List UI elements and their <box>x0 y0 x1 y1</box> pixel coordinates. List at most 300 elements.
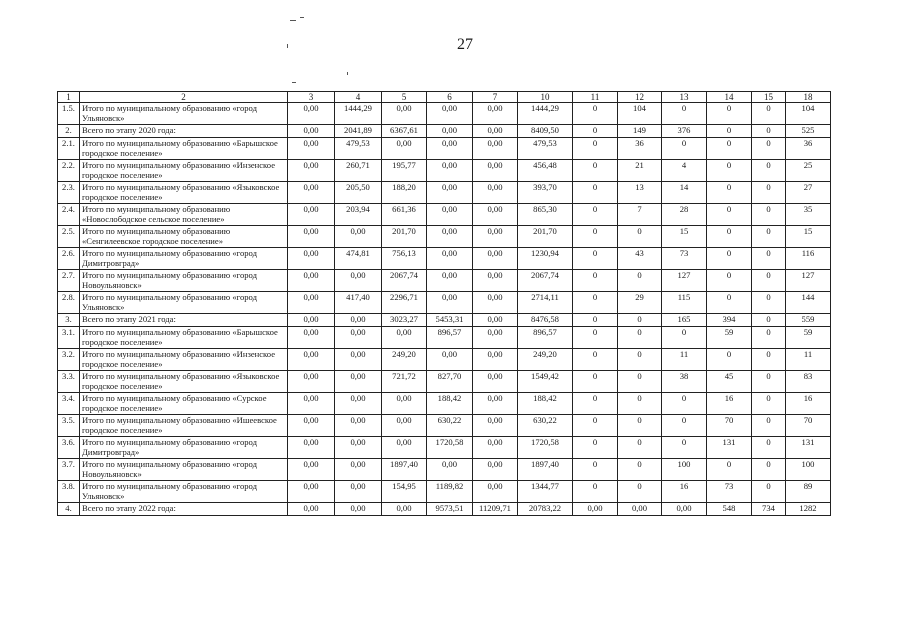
value-cell: 721,72 <box>382 371 427 393</box>
value-cell: 0 <box>662 393 707 415</box>
value-cell: 0 <box>618 437 662 459</box>
value-cell: 0,00 <box>427 138 473 160</box>
value-cell: 0,00 <box>382 327 427 349</box>
value-cell: 1720,58 <box>518 437 573 459</box>
value-cell: 630,22 <box>518 415 573 437</box>
row-index-cell: 3.3. <box>58 371 80 393</box>
row-index-cell: 3.6. <box>58 437 80 459</box>
value-cell: 896,57 <box>518 327 573 349</box>
value-cell: 0,00 <box>473 393 518 415</box>
value-cell: 188,20 <box>382 182 427 204</box>
column-header: 6 <box>427 92 473 103</box>
value-cell: 127 <box>662 270 707 292</box>
value-cell: 1230,94 <box>518 248 573 270</box>
value-cell: 16 <box>786 393 831 415</box>
value-cell: 0,00 <box>473 270 518 292</box>
value-cell: 0 <box>752 103 786 125</box>
value-cell: 249,20 <box>382 349 427 371</box>
value-cell: 0,00 <box>288 160 335 182</box>
table-row <box>58 160 831 182</box>
row-label-cell: Всего по этапу 2020 года: <box>80 125 288 138</box>
row-index-cell: 3. <box>58 314 80 327</box>
value-cell: 559 <box>786 314 831 327</box>
value-cell: 0 <box>662 103 707 125</box>
value-cell: 0 <box>707 349 752 371</box>
value-cell: 73 <box>662 248 707 270</box>
value-cell: 131 <box>707 437 752 459</box>
value-cell: 100 <box>786 459 831 481</box>
value-cell: 0 <box>573 160 618 182</box>
value-cell: 9573,51 <box>427 503 473 516</box>
value-cell: 0 <box>662 437 707 459</box>
table-row <box>58 248 831 270</box>
value-cell: 127 <box>786 270 831 292</box>
value-cell: 0,00 <box>473 125 518 138</box>
value-cell: 70 <box>786 415 831 437</box>
value-cell: 0,00 <box>288 327 335 349</box>
table-row <box>58 270 831 292</box>
value-cell: 4 <box>662 160 707 182</box>
value-cell: 0 <box>573 103 618 125</box>
value-cell: 131 <box>786 437 831 459</box>
value-cell: 0,00 <box>335 314 382 327</box>
row-index-cell: 3.5. <box>58 415 80 437</box>
scan-mark <box>300 17 304 18</box>
value-cell: 479,53 <box>518 138 573 160</box>
row-label-cell: Итого по муниципальному образованию «город Новоульяновск» <box>80 270 288 292</box>
value-cell: 0,00 <box>473 160 518 182</box>
value-cell: 59 <box>707 327 752 349</box>
value-cell: 0,00 <box>288 393 335 415</box>
value-cell: 0 <box>573 292 618 314</box>
value-cell: 0,00 <box>427 292 473 314</box>
value-cell: 36 <box>618 138 662 160</box>
table-row <box>58 415 831 437</box>
value-cell: 0 <box>752 204 786 226</box>
row-index-cell: 4. <box>58 503 80 516</box>
value-cell: 0 <box>662 327 707 349</box>
value-cell: 0 <box>707 204 752 226</box>
scan-mark <box>287 44 288 48</box>
value-cell: 0,00 <box>382 503 427 516</box>
value-cell: 0 <box>573 182 618 204</box>
value-cell: 0,00 <box>382 415 427 437</box>
value-cell: 0,00 <box>473 182 518 204</box>
value-cell: 0,00 <box>427 270 473 292</box>
value-cell: 2041,89 <box>335 125 382 138</box>
value-cell: 0,00 <box>382 103 427 125</box>
scan-mark <box>292 82 296 83</box>
row-label-cell: Итого по муниципальному образованию «город Ульяновск» <box>80 103 288 125</box>
value-cell: 16 <box>662 481 707 503</box>
row-label-cell: Итого по муниципальному образованию «Сурское городское поселение» <box>80 393 288 415</box>
value-cell: 0 <box>752 327 786 349</box>
value-cell: 29 <box>618 292 662 314</box>
value-cell: 865,30 <box>518 204 573 226</box>
value-cell: 376 <box>662 125 707 138</box>
column-header: 18 <box>786 92 831 103</box>
value-cell: 14 <box>662 182 707 204</box>
value-cell: 0,00 <box>473 314 518 327</box>
value-cell: 8409,50 <box>518 125 573 138</box>
value-cell: 0,00 <box>473 481 518 503</box>
row-index-cell: 2.8. <box>58 292 80 314</box>
value-cell: 0 <box>573 459 618 481</box>
column-header: 5 <box>382 92 427 103</box>
row-label-cell: Итого по муниципальному образованию «город Ульяновск» <box>80 292 288 314</box>
value-cell: 1344,77 <box>518 481 573 503</box>
value-cell: 0,00 <box>427 160 473 182</box>
value-cell: 0,00 <box>335 503 382 516</box>
value-cell: 0 <box>752 226 786 248</box>
table-row <box>58 182 831 204</box>
table-row <box>58 349 831 371</box>
value-cell: 0,00 <box>288 292 335 314</box>
value-cell: 11 <box>662 349 707 371</box>
row-label-cell: Итого по муниципальному образованию «Барышское городское поселение» <box>80 138 288 160</box>
value-cell: 0 <box>752 314 786 327</box>
stage-total-row <box>58 503 831 516</box>
value-cell: 0 <box>707 248 752 270</box>
value-cell: 0,00 <box>335 415 382 437</box>
scan-mark <box>347 72 348 75</box>
value-cell: 0,00 <box>473 226 518 248</box>
value-cell: 0 <box>707 226 752 248</box>
table-row <box>58 393 831 415</box>
value-cell: 0,00 <box>473 292 518 314</box>
value-cell: 36 <box>786 138 831 160</box>
value-cell: 0 <box>752 415 786 437</box>
value-cell: 456,48 <box>518 160 573 182</box>
value-cell: 0,00 <box>573 503 618 516</box>
table-row <box>58 481 831 503</box>
table-row <box>58 138 831 160</box>
value-cell: 0 <box>618 371 662 393</box>
value-cell: 0 <box>573 270 618 292</box>
value-cell: 0 <box>573 371 618 393</box>
value-cell: 525 <box>786 125 831 138</box>
value-cell: 0 <box>752 125 786 138</box>
value-cell: 0 <box>573 138 618 160</box>
value-cell: 0 <box>618 327 662 349</box>
row-index-cell: 3.1. <box>58 327 80 349</box>
value-cell: 6367,61 <box>382 125 427 138</box>
value-cell: 0 <box>752 371 786 393</box>
value-cell: 0,00 <box>335 459 382 481</box>
row-index-cell: 3.4. <box>58 393 80 415</box>
table-row <box>58 327 831 349</box>
table-row <box>58 226 831 248</box>
value-cell: 83 <box>786 371 831 393</box>
value-cell: 70 <box>707 415 752 437</box>
value-cell: 20783,22 <box>518 503 573 516</box>
value-cell: 0,00 <box>473 371 518 393</box>
value-cell: 1189,82 <box>427 481 473 503</box>
value-cell: 73 <box>707 481 752 503</box>
value-cell: 0,00 <box>427 248 473 270</box>
value-cell: 0 <box>573 393 618 415</box>
value-cell: 1897,40 <box>382 459 427 481</box>
value-cell: 203,94 <box>335 204 382 226</box>
stage-total-row <box>58 125 831 138</box>
column-header: 1 <box>58 92 80 103</box>
value-cell: 1897,40 <box>518 459 573 481</box>
scan-mark <box>290 20 296 21</box>
value-cell: 0 <box>752 437 786 459</box>
value-cell: 0 <box>752 160 786 182</box>
value-cell: 0,00 <box>427 204 473 226</box>
value-cell: 0,00 <box>473 248 518 270</box>
table-row <box>58 103 831 125</box>
value-cell: 0 <box>618 459 662 481</box>
row-label-cell: Итого по муниципальному образованию «город Димитровград» <box>80 437 288 459</box>
value-cell: 0 <box>707 270 752 292</box>
column-header: 7 <box>473 92 518 103</box>
value-cell: 15 <box>662 226 707 248</box>
value-cell: 249,20 <box>518 349 573 371</box>
value-cell: 0 <box>573 248 618 270</box>
value-cell: 15 <box>786 226 831 248</box>
row-label-cell: Итого по муниципальному образованию «город Новоульяновск» <box>80 459 288 481</box>
row-index-cell: 2.7. <box>58 270 80 292</box>
value-cell: 165 <box>662 314 707 327</box>
value-cell: 630,22 <box>427 415 473 437</box>
value-cell: 0 <box>618 270 662 292</box>
value-cell: 154,95 <box>382 481 427 503</box>
value-cell: 548 <box>707 503 752 516</box>
row-index-cell: 3.8. <box>58 481 80 503</box>
value-cell: 0 <box>707 103 752 125</box>
row-label-cell: Итого по муниципальному образованию «Инзенское городское поселение» <box>80 349 288 371</box>
value-cell: 188,42 <box>427 393 473 415</box>
value-cell: 0 <box>707 459 752 481</box>
value-cell: 0 <box>573 204 618 226</box>
value-cell: 0,00 <box>335 393 382 415</box>
row-index-cell: 2.5. <box>58 226 80 248</box>
value-cell: 43 <box>618 248 662 270</box>
value-cell: 0,00 <box>288 270 335 292</box>
value-cell: 0,00 <box>288 503 335 516</box>
row-label-cell: Итого по муниципальному образованию «Языковское городское поселение» <box>80 371 288 393</box>
value-cell: 0,00 <box>473 103 518 125</box>
row-index-cell: 2.2. <box>58 160 80 182</box>
value-cell: 35 <box>786 204 831 226</box>
value-cell: 21 <box>618 160 662 182</box>
value-cell: 0 <box>752 248 786 270</box>
row-index-cell: 2.4. <box>58 204 80 226</box>
value-cell: 756,13 <box>382 248 427 270</box>
value-cell: 2714,11 <box>518 292 573 314</box>
value-cell: 479,53 <box>335 138 382 160</box>
value-cell: 0,00 <box>288 349 335 371</box>
value-cell: 0,00 <box>335 349 382 371</box>
row-label-cell: Итого по муниципальному образованию «Языковское городское поселение» <box>80 182 288 204</box>
value-cell: 0 <box>707 160 752 182</box>
value-cell: 11 <box>786 349 831 371</box>
column-header: 14 <box>707 92 752 103</box>
value-cell: 0,00 <box>427 226 473 248</box>
table-row <box>58 292 831 314</box>
row-label-cell: Всего по этапу 2021 года: <box>80 314 288 327</box>
value-cell: 0,00 <box>288 481 335 503</box>
value-cell: 1444,29 <box>335 103 382 125</box>
value-cell: 104 <box>618 103 662 125</box>
column-header: 3 <box>288 92 335 103</box>
value-cell: 201,70 <box>518 226 573 248</box>
value-cell: 28 <box>662 204 707 226</box>
value-cell: 661,36 <box>382 204 427 226</box>
value-cell: 394 <box>707 314 752 327</box>
value-cell: 0,00 <box>335 437 382 459</box>
value-cell: 0,00 <box>473 349 518 371</box>
value-cell: 0,00 <box>473 204 518 226</box>
value-cell: 260,71 <box>335 160 382 182</box>
value-cell: 0 <box>752 459 786 481</box>
value-cell: 0 <box>752 292 786 314</box>
value-cell: 0,00 <box>473 327 518 349</box>
value-cell: 0 <box>707 292 752 314</box>
value-cell: 195,77 <box>382 160 427 182</box>
value-cell: 0 <box>662 415 707 437</box>
value-cell: 0 <box>618 226 662 248</box>
value-cell: 0 <box>662 138 707 160</box>
value-cell: 0,00 <box>382 393 427 415</box>
row-index-cell: 3.7. <box>58 459 80 481</box>
value-cell: 0 <box>573 327 618 349</box>
column-header: 15 <box>752 92 786 103</box>
column-header: 11 <box>573 92 618 103</box>
value-cell: 0,00 <box>618 503 662 516</box>
value-cell: 0,00 <box>427 103 473 125</box>
value-cell: 0,00 <box>427 125 473 138</box>
value-cell: 201,70 <box>382 226 427 248</box>
value-cell: 0,00 <box>288 226 335 248</box>
value-cell: 0,00 <box>288 204 335 226</box>
value-cell: 0,00 <box>473 459 518 481</box>
value-cell: 0 <box>618 415 662 437</box>
value-cell: 45 <box>707 371 752 393</box>
value-cell: 0 <box>573 415 618 437</box>
row-label-cell: Итого по муниципальному образованию «Ишеевское городское поселение» <box>80 415 288 437</box>
value-cell: 0,00 <box>473 415 518 437</box>
value-cell: 0 <box>618 393 662 415</box>
value-cell: 0,00 <box>382 437 427 459</box>
value-cell: 25 <box>786 160 831 182</box>
value-cell: 0,00 <box>288 314 335 327</box>
row-label-cell: Всего по этапу 2022 года: <box>80 503 288 516</box>
value-cell: 0 <box>752 349 786 371</box>
value-cell: 0,00 <box>288 138 335 160</box>
value-cell: 0,00 <box>288 248 335 270</box>
column-header: 10 <box>518 92 573 103</box>
value-cell: 0 <box>707 125 752 138</box>
value-cell: 3023,27 <box>382 314 427 327</box>
value-cell: 205,50 <box>335 182 382 204</box>
value-cell: 1549,42 <box>518 371 573 393</box>
column-header: 4 <box>335 92 382 103</box>
value-cell: 149 <box>618 125 662 138</box>
report-table <box>57 91 831 516</box>
value-cell: 0,00 <box>473 437 518 459</box>
row-label-cell: Итого по муниципальному образованию «Инзенское городское поселение» <box>80 160 288 182</box>
value-cell: 827,70 <box>427 371 473 393</box>
value-cell: 144 <box>786 292 831 314</box>
value-cell: 0 <box>618 314 662 327</box>
value-cell: 0 <box>573 226 618 248</box>
value-cell: 1720,58 <box>427 437 473 459</box>
table-row <box>58 437 831 459</box>
value-cell: 116 <box>786 248 831 270</box>
value-cell: 0,00 <box>335 481 382 503</box>
value-cell: 100 <box>662 459 707 481</box>
value-cell: 2296,71 <box>382 292 427 314</box>
value-cell: 0 <box>618 481 662 503</box>
column-header: 12 <box>618 92 662 103</box>
value-cell: 5453,31 <box>427 314 473 327</box>
value-cell: 474,81 <box>335 248 382 270</box>
table-header-row <box>58 92 831 103</box>
value-cell: 0,00 <box>288 437 335 459</box>
value-cell: 1444,29 <box>518 103 573 125</box>
value-cell: 0,00 <box>288 182 335 204</box>
value-cell: 115 <box>662 292 707 314</box>
page-number: 27 <box>457 36 473 53</box>
row-index-cell: 3.2. <box>58 349 80 371</box>
table-row <box>58 459 831 481</box>
value-cell: 417,40 <box>335 292 382 314</box>
row-label-cell: Итого по муниципальному образованию «город Димитровград» <box>80 248 288 270</box>
value-cell: 0 <box>573 437 618 459</box>
value-cell: 7 <box>618 204 662 226</box>
value-cell: 0,00 <box>382 138 427 160</box>
row-index-cell: 1.5. <box>58 103 80 125</box>
value-cell: 1282 <box>786 503 831 516</box>
value-cell: 104 <box>786 103 831 125</box>
row-index-cell: 2.1. <box>58 138 80 160</box>
value-cell: 0,00 <box>427 459 473 481</box>
value-cell: 0,00 <box>335 226 382 248</box>
stage-total-row <box>58 314 831 327</box>
value-cell: 0,00 <box>473 138 518 160</box>
value-cell: 0,00 <box>288 459 335 481</box>
value-cell: 393,70 <box>518 182 573 204</box>
row-index-cell: 2. <box>58 125 80 138</box>
value-cell: 2067,74 <box>518 270 573 292</box>
value-cell: 0 <box>752 182 786 204</box>
value-cell: 0,00 <box>335 327 382 349</box>
value-cell: 0 <box>573 125 618 138</box>
value-cell: 8476,58 <box>518 314 573 327</box>
value-cell: 0 <box>573 481 618 503</box>
value-cell: 0,00 <box>427 349 473 371</box>
column-header: 13 <box>662 92 707 103</box>
value-cell: 89 <box>786 481 831 503</box>
value-cell: 0 <box>618 349 662 371</box>
value-cell: 0 <box>752 138 786 160</box>
value-cell: 0,00 <box>662 503 707 516</box>
value-cell: 0,00 <box>288 103 335 125</box>
value-cell: 0 <box>707 138 752 160</box>
row-label-cell: Итого по муниципальному образованию «Барышское городское поселение» <box>80 327 288 349</box>
value-cell: 13 <box>618 182 662 204</box>
value-cell: 0 <box>573 314 618 327</box>
value-cell: 16 <box>707 393 752 415</box>
column-header: 2 <box>80 92 288 103</box>
value-cell: 0 <box>752 481 786 503</box>
value-cell: 0,00 <box>335 270 382 292</box>
value-cell: 0 <box>707 182 752 204</box>
value-cell: 0 <box>752 270 786 292</box>
